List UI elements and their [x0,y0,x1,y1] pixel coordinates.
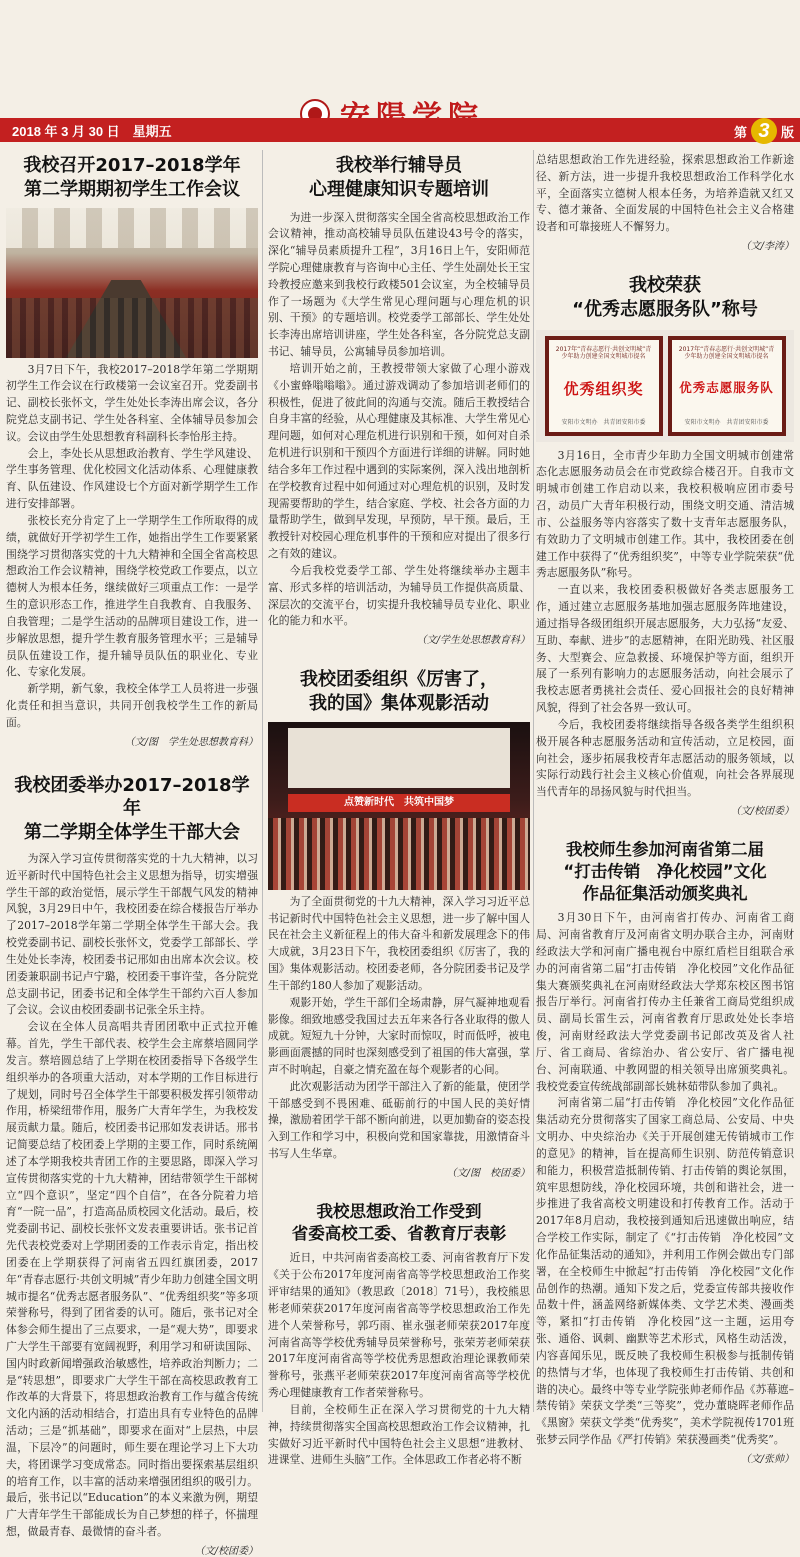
title-line: 我校举行辅导员 [336,155,462,176]
article-paragraph: 总结思想政治工作先进经验，探索思想政治工作新途径、新方法，进一步提升我校思想政治工作科学化水平，全面落实立德树人根本任务，为培养造就又红又专、德才兼备、全面发展的中国特色社会主义合格建设者和可靠接班人不懈努力。 [536,153,794,234]
certificate-organization-award [545,336,663,436]
column-divider [533,150,534,1412]
article-counselor-training [268,154,530,646]
article-paragraph: 观影开始，学生干部们全场肃静，屏气凝神地观看影像。细致地感受我国过去五年来各行各业取得的傲人成就。短短九十分钟，大家时而惊叹，时而低呼，被电影画面震撼的同时也深刻感受到了祖国的伟大富强，掌声不时响起，自豪之情充盈在每个观影者的心间。 [268,995,530,1076]
page-label [734,118,794,144]
article-signature: （文/李涛） [740,241,794,253]
article-title [268,1201,530,1245]
certificate-heading: 2017年“青春志愿行·共创文明城”青少年助力创建全国文明城市提名 [678,345,775,361]
article-paragraph: 新学期，新气象，我校全体学工人员将进一步强化责任和担当意识，共同开创我校学生工作的新局面。 [6,682,258,729]
article-anti-pyramid-award [536,839,794,1465]
date-bar [0,118,800,142]
title-line: “优秀志愿服务队”称号 [572,298,758,320]
article-movie-viewing [268,668,530,1179]
photo-ceiling-lights [6,208,258,248]
title-line: 我的国》集体观影活动 [309,692,489,714]
article-title [6,774,258,845]
page-number: 3 [751,118,777,144]
certificates-photo [536,330,794,442]
article-signature: （文/学生处思想教育科） [416,635,530,647]
article-paragraph: 3月7日下午，我校2017–2018学年第二学期期初学生工作会议在行政楼第一会议室召开。党委副书记、副校长张怀文，学生处处长李涛出席会议，各分院党总支副书记、学生处各科室、全体辅导员参加会议。会议由学生处思想教育科副科长李怡彤主持。 [6,362,258,443]
article-paragraph: 目前，全校师生正在深入学习贯彻党的十九大精神，持续贯彻落实全国高校思想政治工作会议精神，扎实做好习近平新时代中国特色社会主义思想“进教材、进课堂、进师生头脑”工作。全体思政工作者必将不断 [268,1402,530,1467]
article-signature: （文/图 校团委） [446,1167,530,1179]
article-signature: （文/张帅） [740,1453,794,1465]
title-line: 我校荣获 [629,275,701,297]
title-line: 心理健康知识专题培训 [309,178,489,200]
article-signature: （文/校团委） [194,1545,258,1557]
certificate-award-name: 优秀志愿服务队 [679,379,774,395]
article-paragraph: 河南省第二届“打击传销 净化校园”文化作品征集活动充分贯彻落实了国家工商总局、公安局、中央文明办、中央综治办《关于开展创建无传销城市工作的意见》的精神，旨在提高师生识别、防范传销意识和能力，积极营造抵制传销、打击传销的舆论氛围，筑牢思想防线，净化校园环境，共创和谐社会，进一步推进了我省高校文明建设和打传教育工作。活动于2017年8月启动，我校接到通知后迅速做出响应，结合学校工作实际，制定了《“打击传销 净化校园”文化作品征集活动的通知》，并利用工作例会做出专门部署，在全校师生中掀起“打击传销 净化校园”文化作品创作的热潮。通知下发之后，党委宣传部共接收作品数十件，涵盖网络新媒体类、文学艺术类、漫画类等，紧扣“打击传销 净化校园”这一主题，运用夸张、通俗、讽刺、幽默等艺术形式，风格生动活泼，内容喜闻乐见，既反映了我校师生积极参与抵制传销的热情与才华，也体现了我校师生打击传销、共创和谐的决心。最终中等专业学院张帅老师作品《苏幕遮–禁传销》荣获文学类“三等奖”，党办董晓晖老师作品《黑窗》荣获文学类“优秀奖”，美术学院视传1701班张梦云同学作品《严打传销》荣获漫画类“优秀奖”。 [536,1096,794,1446]
article-paragraph: 近日，中共河南省委高校工委、河南省教育厅下发《关于公布2017年度河南省高等学校思想政治工作奖评审结果的通知》（教思政〔2018〕71号），我校熊思彬老师荣获2017年度河南省高等学校思想政治工作先进个人荣誉称号，郭巧雨、崔永强老师荣获2017年度河南省高等学校优秀辅导员荣誉称号，张荣芳老师荣获2017年度河南省高等学校优秀思想政治理论课教师荣誉称号，张燕平老师荣获2017年度河南省高等学校优秀心理健康教育工作者荣誉称号。 [268,1251,530,1400]
title-line: 我校团委举办2017–2018学年 [14,774,250,820]
meeting-photo [6,208,258,358]
cinema-photo [268,722,530,890]
article-title [268,668,530,716]
article-signature: （文/校团委） [730,806,794,818]
page-prefix: 第 [733,124,747,140]
title-line: “打击传销 净化校园”文化 [563,861,767,881]
article-paragraph: 会上，李处长从思想政治教育、学生学风建设、学生事务管理、优化校园文化活动体系、心理健康教育、队伍建设、作风建设七个方面对新学期学生工作进行安排部署。 [6,446,258,511]
column-divider [262,150,263,1412]
title-line: 我校师生参加河南省第二届 [566,840,764,860]
article-title [268,154,530,202]
title-line: 我校思想政治工作受到 [316,1201,482,1221]
page-suffix: 版 [780,124,794,140]
article-paragraph: 今后我校党委学工部、学生处将继续举办主题丰富、形式多样的培训活动，为辅导员工作提供高质量、深层次的交流平台，切实提升我校辅导员专业化、职业化的能力和水平。 [268,563,530,628]
masthead [0,0,800,148]
article-paragraph: 今后，我校团委将继续指导各级各类学生组织积极开展各种志愿服务活动和宣传活动，立足校园，面向社会，逐步拓展我校青年志愿活动的服务领域，以实际行动践行社会主义核心价值观，向社会各界展现当代青年的昂扬风貌与时代担当。 [536,717,794,799]
article-title [6,154,258,202]
title-line: 省委高校工委、省教育厅表彰 [291,1223,507,1243]
article-title [536,274,794,322]
article-paragraph: 3月16日，全市青少年助力全国文明城市创建常态化志愿服务动员会在市党政综合楼召开。自我市文明城市创建工作启动以来，我校积极响应团市委号召，动员广大青年积极行动，围绕文明交通、清洁城市、公益服务等内容落实了数十支青年志愿服务队，有效助力了文明城市创建工作。其中，我校团委在创建工作中获得了“优秀组织奖”，中等专业学院荣获“优秀志愿服务队”称号。 [536,448,794,580]
title-line: 我校召开2017–2018学年 [23,155,241,176]
title-line: 第二学期期初学生工作会议 [24,178,240,200]
article-paragraph: 张校长充分肯定了上一学期学生工作所取得的成绩，就做好开学初学生工作，她指出学生工作要紧紧围绕学习贯彻落实党的十九大精神和全国全省高校思想政治工作会议精神，围绕学校党政工作要点，以立德树人为根本任务，继续做好三项重点工作：一是学生的意识形态工作，推进学生自我教育、自我服务、自我管理；二是学生活动的品牌项目建设工作，进一步解放思想，提升学生教育服务管理水平；三是辅导员队伍建设工作，提升辅导员队伍的职业化、专业化、专家化发展。 [6,513,258,679]
certificate-volunteer-team [668,336,786,436]
article-title [536,839,794,904]
article-paragraph: 为进一步深入贯彻落实全国全省高校思想政治工作会议精神，推动高校辅导员队伍建设43号令的落实，深化“辅导员素质提升工程”，3月16日上午，安阳师范学院心理健康教育与咨询中心主任、学生处副处长王宝玲教授应邀来到我校行政楼501会议室，为全校辅导员作了一场题为《大学生常见心理问题与心理危机的识别、干预》的专题培训。校党委学工部部长、学生处处长李涛出席培训讲座，学生处各科室，各分院党总支副书记、辅导员，公寓辅导员参加培训。 [268,210,530,359]
photo-attendees [6,298,258,358]
certificate-issuer: 安阳市文明办 共青团安阳市委 [684,418,769,426]
column-left [6,146,258,1557]
title-line: 我校团委组织《厉害了， [300,669,498,691]
article-paragraph: 为深入学习宣传贯彻落实党的十九大精神，以习近平新时代中国特色社会主义思想为指导，切实增强学生干部的政治觉悟，展示学生干部靓气风发的精神风貌，3月29日中午，我校团委在综合楼报告厅举办了2017–2018学年第二学期全体学生干部大会。我校党委副书记、副校长张怀文，党委学工部部长、学生处处长李涛，校团委书记邢如由出席本次会议。校团委兼职副书记卢宁璐，校团委干事许莹，各分院党总支副书记，团委书记和全体学生干部约六百人参加了会议。会议由校团委副书记张全乐主持。 [6,851,258,1017]
article-volunteer-award [536,274,794,817]
column-right [536,146,794,1465]
article-paragraph: 为了全面贯彻党的十九大精神，深入学习习近平总书记新时代中国特色社会主义思想，进一步了解中国人民在社会主义新征程上的伟大奋斗和新发展理念下的伟大成就，3月23日下午，我校团委组织《厉害了，我的国》集体观影活动。校团委老师，各分院团委书记及学生干部约180人参加了观影活动。 [268,894,530,992]
certificate-heading: 2017年“青春志愿行·共创文明城”青少年助力创建全国文明城市提名 [555,345,652,361]
article-paragraph: 此次观影活动为团学干部注入了新的能量，使团学干部感受到不畏困难、砥砺前行的中国人民的美好情操，激励着团学干部不断向前进，以更加勤奋的姿态投入到工作和学习中，积极向党和国家靠拢，用激情奋斗书写人生华章。 [268,1079,530,1161]
certificate-issuer: 安阳市文明办 共青团安阳市委 [561,418,646,426]
article-paragraph: 培训开始之前，王教授带领大家做了心理小游戏《小蜜蜂嗡嗡嗡》。通过游戏调动了参加培训老师们的积极性，促进了彼此间的沟通与交流。随后王教授结合自身丰富的经验，从心理健康及其标准、大学生常见心理问题，如何对心理危机进行识别和干预，如何对自杀危机进行识别和干预四个方面进行详细的讲解。同时她结合多年工作过程中遇到的实际案例，深入浅出地剖析在学校教育过程中如何通过对心理危机的识别，及时发现需要帮助的学生，结合家庭、学校、社会各方面的力量帮助学生，做到早发现，早预防，早干预。最后，王教授针对校园心理危机事件的干预和应对提出了很多行之有效的建议。 [268,361,530,561]
issue-date: 2018 年 3 月 30 日 星期五 [12,124,172,139]
article-paragraph: 3月30日下午，由河南省打传办、河南省工商局、河南省教育厅及河南省文明办联合主办，河南财经政法大学和河南广播电视台中原红盾栏目组联合承办的河南省第二届“打击传销 净化校园”文化作品征集大赛颁奖典礼在河南财经政法大学郑东校区图书馆报告厅举行。河南省打传办主任兼省工商局党组织成员、副局长雷生云，河南省教育厅思政处处长李培俊，河南财经政法大学党委副书记郎改英及省人社厅、省工商局、省综治办、省公安厅、省广播电视台、河南联通、中教网盟的相关领导出席颁奖典礼。我校党委宣传统战部副部长姚林茹带队参加了典礼。 [536,911,794,1093]
column-middle [268,146,530,1469]
title-line: 作品征集活动颁奖典礼 [582,883,748,903]
article-ideological-award-continued [536,152,794,252]
photo-banner: 点赞新时代 共筑中国梦 [288,794,510,812]
certificate-award-name: 优秀组织奖 [563,379,644,398]
article-paragraph: 一直以来，我校团委积极做好各类志愿服务工作，通过建立志愿服务基地加强志愿服务阵地建设，通过指导各级团组织开展志愿服务，大力弘扬“友爱、互助、奉献、进步”的志愿精神，在阳光助残、社区服务、大型赛会、应急救援、环境保护等方面，组织开展了一系列有影响力的志愿服务活动，向社会展示了我校志愿者勇挑社会责任、爱心回报社会的良好精神风貌，得到了社会各界一致认可。 [536,583,794,715]
article-paragraph: 会议在全体人员高唱共青团团歌中正式拉开帷幕。首先，学生干部代表、校学生会主席蔡培圆同学发言。蔡培圆总结了上学期在校团委指导下各级学生组织举办的各项重大活动，对本学期的工作目标进行了规划，同时号召全体学生干部要积极发挥引领带动作用，桥梁纽带作用，服务广大青年学生，为我校发展贡献力量。随后，校团委书记邢如发表讲话。邢书记简要总结了校团委上学期的主要工作，同时系统阐述了本学期我校共青团工作的主要思路，即深入学习宣传贯彻落实党的十九大精神，团结带领学生干部树立“四个意识”，坚定“四个自信”，在各分院着力培育“一院一品”，打造高品质校园文化活动。最后，校党委副书记、副校长张怀文发表重要讲话。张书记首先代表校党委对上学期团委的工作表示肯定，指出校团委在上学期获得了河南省五四红旗团委，2017年“青春志愿行·共创文明城”青少年助力创建全国文明城市提名“优秀志愿者服务队”、“优秀组织奖”等多项荣誉称号，得到了团省委的认可。随后，张书记对全体参会师生提出了三点要求，一是“观大势”，即要求广大学生干部要有宽阔视野，利用学习和研读国际、国内时政新闻增强政治敏感性，培养政治判断力；二是“转思想”，即要求广大学生干部在高校思政教育工作改革的大背景下，将思想政治教育工作与蕴含传统文化内涵的活动相结合，打造出具有专业特色的品牌活动；三是“抓基础”，即要求在面对“上层热，中层温，下层冷”的问题时，师生要在理论学习上下大功夫，将团课学习变成常态。同时指出要探索基层组织的培育工作，以丰富的活动来增强团组织的吸引力。最后，张书记以“Education”的本义来激为例，期望广大青年学生干部能成长为自己梦想的样子，怀揣理想，做最青春、最微情的奋斗者。 [6,1020,259,1539]
article-student-cadre-meeting [6,774,258,1557]
article-ideological-award [268,1201,530,1469]
photo-audience [268,818,530,890]
article-student-work-meeting [6,154,258,748]
article-signature: （文/图 学生处思想教育科） [124,736,258,748]
photo-screen [288,728,510,788]
title-line: 第二学期全体学生干部大会 [24,822,240,844]
